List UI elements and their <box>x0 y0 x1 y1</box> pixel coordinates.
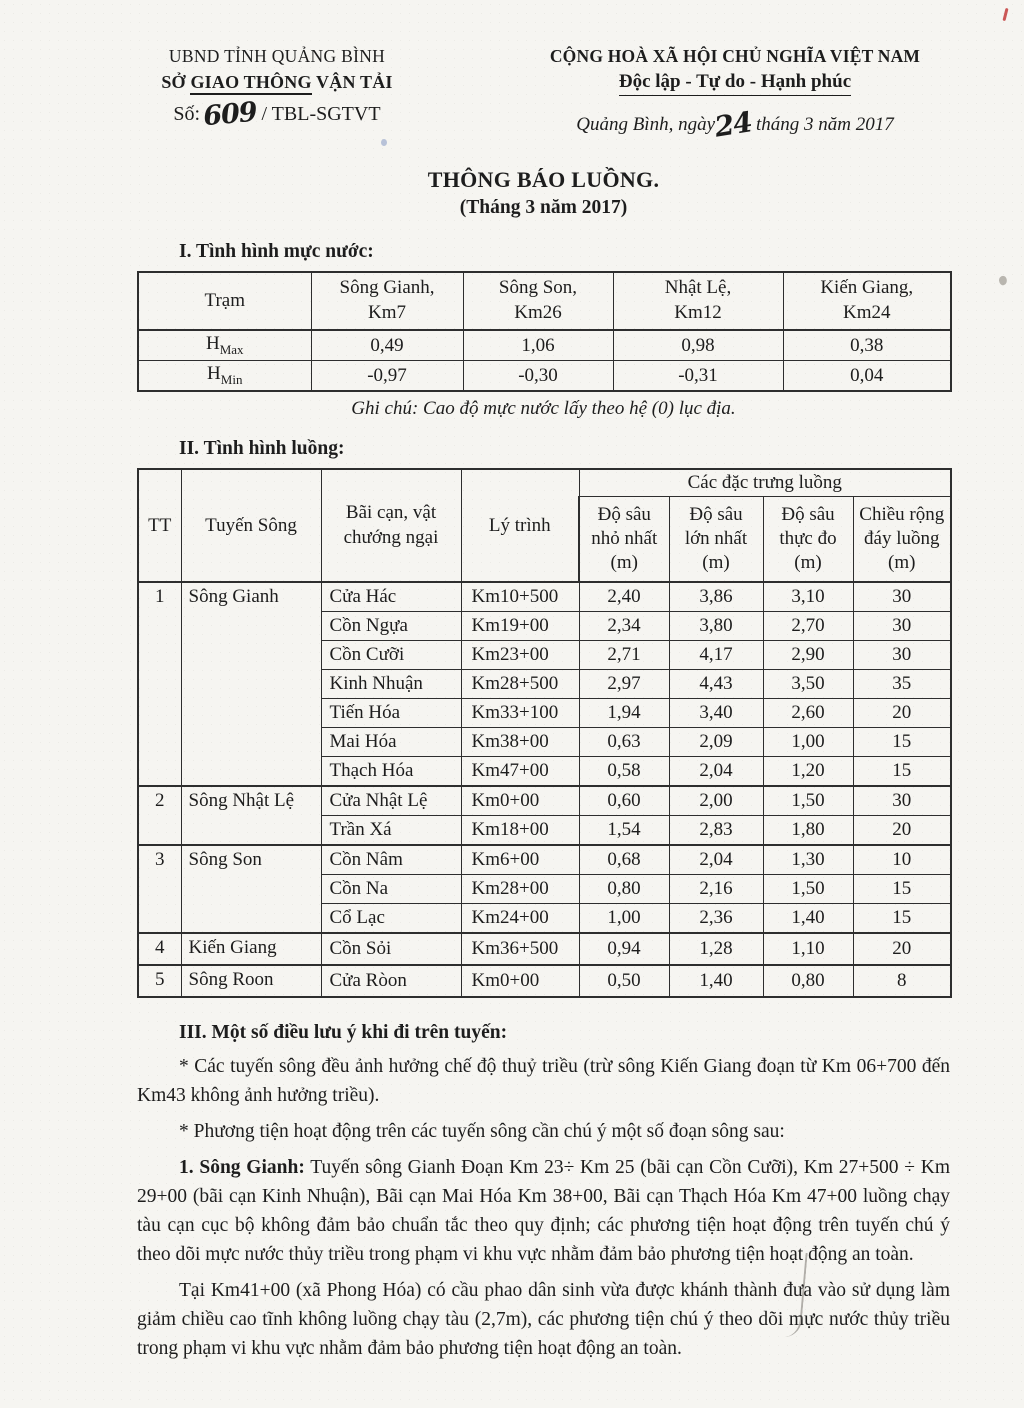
width-cell: 15 <box>853 728 951 757</box>
min-depth-cell: 0,63 <box>579 728 669 757</box>
measured-depth-cell: 0,80 <box>763 965 853 997</box>
header-line: (m) <box>888 552 916 574</box>
title-block <box>137 167 950 219</box>
section-3-heading: III. Một số điều lưu ý khi đi trên tuyến: <box>179 1022 508 1044</box>
table-header-row-1 <box>138 469 951 497</box>
max-depth-cell: 4,17 <box>669 641 763 670</box>
min-depth-cell: 1,94 <box>579 699 669 728</box>
river-km: Km26 <box>514 302 562 323</box>
max-depth-cell: 2,16 <box>669 875 763 904</box>
document-title: THÔNG BÁO LUỒNG. <box>427 167 660 192</box>
measured-depth-cell: 3,50 <box>763 670 853 699</box>
river-name: Kiến Giang, <box>820 277 914 299</box>
chainage-cell: Km28+00 <box>461 875 579 904</box>
measured-depth-header <box>763 497 853 583</box>
chainage-cell: Km0+00 <box>461 786 579 816</box>
header-line: (m) <box>702 552 730 574</box>
document-number-suffix: / TBL-SGTVT <box>261 103 381 125</box>
paragraph-lead: 1. Sông Gianh: <box>179 1157 305 1179</box>
width-cell: 30 <box>853 612 951 641</box>
chainage-cell: Km19+00 <box>461 612 579 641</box>
tt-cell: 4 <box>138 933 181 965</box>
note-paragraph-song-gianh <box>137 1153 950 1269</box>
measured-depth-cell: 1,30 <box>763 845 853 875</box>
table-cell: 0,04 <box>783 361 951 392</box>
width-cell: 35 <box>853 670 951 699</box>
shoal-column-header: Bãi cạn, vật chướng ngại <box>321 469 461 582</box>
measured-depth-cell: 3,10 <box>763 582 853 612</box>
h-symbol: H <box>207 363 221 385</box>
h-symbol: H <box>205 333 220 355</box>
national-motto-block <box>520 46 950 144</box>
national-motto-text: Độc lập - Tự do - Hạnh phúc <box>619 71 851 96</box>
tt-cell: 1 <box>138 582 181 786</box>
section-2-heading: II. Tình hình luồng: <box>179 438 345 459</box>
measured-depth-cell: 1,10 <box>763 933 853 965</box>
shoal-cell: Thạch Hóa <box>321 757 461 787</box>
route-column-header: Tuyến Sông <box>181 469 321 582</box>
shoal-cell: Cửa Nhật Lệ <box>321 786 461 816</box>
chainage-cell: Km23+00 <box>461 641 579 670</box>
min-depth-cell: 2,34 <box>579 612 669 641</box>
measured-depth-cell: 1,50 <box>763 786 853 816</box>
document-number-line <box>137 96 417 133</box>
agency-name-underlined: GIAO THÔNG <box>190 72 311 95</box>
date-day-handwritten: 24 <box>712 105 754 144</box>
header-line: (m) <box>794 552 822 574</box>
max-depth-cell: 1,40 <box>669 965 763 997</box>
channel-condition-table <box>137 468 952 998</box>
measured-depth-cell: 2,70 <box>763 612 853 641</box>
document-subtitle: (Tháng 3 năm 2017) <box>459 197 628 218</box>
shoal-cell: Cửa Ròon <box>321 965 461 997</box>
min-depth-cell: 0,68 <box>579 845 669 875</box>
shoal-cell: Cồn Cưỡi <box>321 641 461 670</box>
max-depth-cell: 2,04 <box>669 845 763 875</box>
min-depth-cell: 2,97 <box>579 670 669 699</box>
shoal-cell: Cồn Sỏi <box>321 933 461 965</box>
characteristics-group-header: Các đặc trưng luồng <box>579 469 951 497</box>
min-depth-cell: 0,58 <box>579 757 669 787</box>
table-cell: -0,97 <box>311 361 463 392</box>
header-line: lớn nhất <box>684 528 748 550</box>
max-depth-cell: 4,43 <box>669 670 763 699</box>
agency-name <box>137 72 417 93</box>
agency-parent-name: UBND TỈNH QUẢNG BÌNH <box>168 46 386 66</box>
column-header <box>783 272 951 330</box>
document-number-handwritten: 609 <box>202 96 258 133</box>
shoal-cell: Kinh Nhuận <box>321 670 461 699</box>
route-cell: Sông Son <box>181 845 321 933</box>
width-cell: 15 <box>853 757 951 787</box>
min-depth-cell: 1,54 <box>579 816 669 846</box>
header-line: đáy luồng <box>864 528 940 550</box>
shoal-cell: Mai Hóa <box>321 728 461 757</box>
date-prefix: Quảng Bình, ngày <box>576 114 716 135</box>
table-row <box>138 582 951 612</box>
table-cell: -0,31 <box>613 361 783 392</box>
min-depth-cell: 0,94 <box>579 933 669 965</box>
chainage-cell: Km0+00 <box>461 965 579 997</box>
header-line: Chiều rộng <box>859 503 945 525</box>
note-paragraph-tide: * Các tuyến sông đều ảnh hưởng chế độ thuỷ triều (trừ sông Kiến Giang đoạn từ Km 06+700 đến Km43 không ảnh hưởng triều). <box>137 1056 950 1107</box>
measured-depth-cell: 1,50 <box>763 875 853 904</box>
tt-cell: 5 <box>138 965 181 997</box>
min-depth-cell: 0,80 <box>579 875 669 904</box>
width-cell: 20 <box>853 933 951 965</box>
chainage-cell: Km47+00 <box>461 757 579 787</box>
shoal-cell: Tiến Hóa <box>321 699 461 728</box>
measured-depth-cell: 2,90 <box>763 641 853 670</box>
table-row-hmax <box>138 330 951 361</box>
measured-depth-cell: 1,80 <box>763 816 853 846</box>
shoal-cell: Cồn Ngựa <box>321 612 461 641</box>
header-line: Độ sâu <box>689 503 743 525</box>
table-cell: 0,98 <box>613 330 783 361</box>
width-cell: 30 <box>853 641 951 670</box>
header-line: nhỏ nhất <box>591 528 658 550</box>
chainage-cell: Km6+00 <box>461 845 579 875</box>
row-label <box>138 361 311 392</box>
width-cell: 15 <box>853 904 951 934</box>
chainage-cell: Km36+500 <box>461 933 579 965</box>
max-depth-cell: 1,28 <box>669 933 763 965</box>
scan-artifact-gray-speck <box>997 275 1008 287</box>
route-cell: Sông Gianh <box>181 582 321 786</box>
shoal-cell: Cồn Nâm <box>321 845 461 875</box>
table-row <box>138 845 951 875</box>
shoal-cell: Cửa Hác <box>321 582 461 612</box>
bottom-width-header <box>853 497 951 583</box>
scan-artifact-red-tick <box>1002 8 1008 21</box>
chainage-column-header: Lý trình <box>461 469 579 582</box>
table-row <box>138 965 951 997</box>
chainage-cell: Km10+500 <box>461 582 579 612</box>
tt-cell: 3 <box>138 845 181 933</box>
note-paragraph-pontoon-bridge: Tại Km41+00 (xã Phong Hóa) có cầu phao dân sinh vừa được khánh thành đưa vào sử dụng làm giảm chiều cao tĩnh không luồng chạy tàu (2,7m), các phương tiện chú ý theo dõi mực nước thủy triều trong phạm vi khu vực nhằm đảm bảo phương tiện hoạt động an toàn. <box>137 1280 950 1360</box>
max-depth-cell: 3,86 <box>669 582 763 612</box>
max-depth-cell: 2,04 <box>669 757 763 787</box>
width-cell: 30 <box>853 582 951 612</box>
agency-name-suffix: VẬN TẢI <box>311 72 393 92</box>
min-depth-cell: 1,00 <box>579 904 669 934</box>
header-line: (m) <box>610 552 638 574</box>
river-name: Sông Gianh, <box>339 277 435 299</box>
paragraph-body: Tuyến sông Gianh Đoạn Km 23÷ Km 25 (bãi cạn Cồn Cưỡi), Km 27+500 ÷ Km 29+00 (bãi cạn Kinh Nhuận), Bãi cạn Mai Hóa Km 38+00, Bãi cạn Thạch Hóa Km 47+00 luồng chạy tàu cạn cục bộ không đảm bảo chuẩn tắc theo quy định; các phương tiện hoạt động trên tuyến chú ý theo dõi mực nước thủy triều trong phạm vi khu vực nhằm đảm bảo phương tiện hoạt động an toàn. <box>137 1157 950 1266</box>
width-cell: 15 <box>853 875 951 904</box>
table-row <box>138 786 951 816</box>
column-header <box>311 272 463 330</box>
section-1-heading: I. Tình hình mực nước: <box>179 241 374 262</box>
column-header <box>463 272 613 330</box>
max-depth-cell: 2,83 <box>669 816 763 846</box>
table-header-row <box>138 272 951 330</box>
shoal-cell: Cổ Lạc <box>321 904 461 934</box>
scan-artifact-blue-speck <box>381 139 387 146</box>
max-depth-cell: 2,36 <box>669 904 763 934</box>
min-depth-header <box>579 497 669 583</box>
date-suffix: tháng 3 năm 2017 <box>756 114 894 135</box>
column-header <box>613 272 783 330</box>
max-depth-cell: 3,80 <box>669 612 763 641</box>
width-cell: 8 <box>853 965 951 997</box>
width-cell: 20 <box>853 699 951 728</box>
table-note: Ghi chú: Cao độ mực nước lấy theo hệ (0) lục địa. <box>351 398 736 419</box>
table-cell: 0,49 <box>311 330 463 361</box>
min-depth-cell: 0,60 <box>579 786 669 816</box>
h-subscript: Min <box>220 371 243 387</box>
chainage-cell: Km18+00 <box>461 816 579 846</box>
h-subscript: Max <box>219 341 244 357</box>
document-header <box>137 46 950 144</box>
chainage-cell: Km38+00 <box>461 728 579 757</box>
river-km: Km24 <box>843 302 891 323</box>
table-row-hmin <box>138 361 951 392</box>
table-cell: 1,06 <box>463 330 613 361</box>
min-depth-cell: 2,40 <box>579 582 669 612</box>
header-line: thực đo <box>779 528 837 550</box>
water-level-table <box>137 271 952 392</box>
width-cell: 30 <box>853 786 951 816</box>
chainage-cell: Km24+00 <box>461 904 579 934</box>
table-cell: 0,38 <box>783 330 951 361</box>
min-depth-cell: 0,50 <box>579 965 669 997</box>
river-km: Km7 <box>368 302 406 323</box>
measured-depth-cell: 1,00 <box>763 728 853 757</box>
route-cell: Kiến Giang <box>181 933 321 965</box>
station-column-header: Trạm <box>138 272 311 330</box>
route-cell: Sông Roon <box>181 965 321 997</box>
chainage-cell: Km33+100 <box>461 699 579 728</box>
max-depth-header <box>669 497 763 583</box>
note-paragraph-attention: * Phương tiện hoạt động trên các tuyến sông cần chú ý một số đoạn sông sau: <box>179 1121 785 1143</box>
header-line: Độ sâu <box>781 503 835 525</box>
max-depth-cell: 3,40 <box>669 699 763 728</box>
tt-cell: 2 <box>138 786 181 845</box>
measured-depth-cell: 2,60 <box>763 699 853 728</box>
issuing-agency-block <box>137 46 417 133</box>
width-cell: 10 <box>853 845 951 875</box>
national-title: CỘNG HOÀ XÃ HỘI CHỦ NGHĨA VIỆT NAM <box>549 46 921 66</box>
shoal-cell: Cồn Na <box>321 875 461 904</box>
header-line: Độ sâu <box>597 503 651 525</box>
table-cell: -0,30 <box>463 361 613 392</box>
max-depth-cell: 2,09 <box>669 728 763 757</box>
width-cell: 20 <box>853 816 951 846</box>
route-cell: Sông Nhật Lệ <box>181 786 321 845</box>
river-km: Km12 <box>674 302 722 323</box>
row-label <box>138 330 311 361</box>
measured-depth-cell: 1,40 <box>763 904 853 934</box>
max-depth-cell: 2,00 <box>669 786 763 816</box>
national-motto <box>520 71 950 96</box>
shoal-cell: Trần Xá <box>321 816 461 846</box>
place-date-line <box>520 104 950 144</box>
tt-column-header: TT <box>138 469 181 582</box>
min-depth-cell: 2,71 <box>579 641 669 670</box>
river-name: Nhật Lệ, <box>664 277 732 299</box>
measured-depth-cell: 1,20 <box>763 757 853 787</box>
agency-name-prefix: SỞ <box>161 72 191 92</box>
chainage-cell: Km28+500 <box>461 670 579 699</box>
table-row <box>138 933 951 965</box>
river-name: Sông Son, <box>498 277 578 299</box>
document-number-label: Số: <box>173 103 201 125</box>
